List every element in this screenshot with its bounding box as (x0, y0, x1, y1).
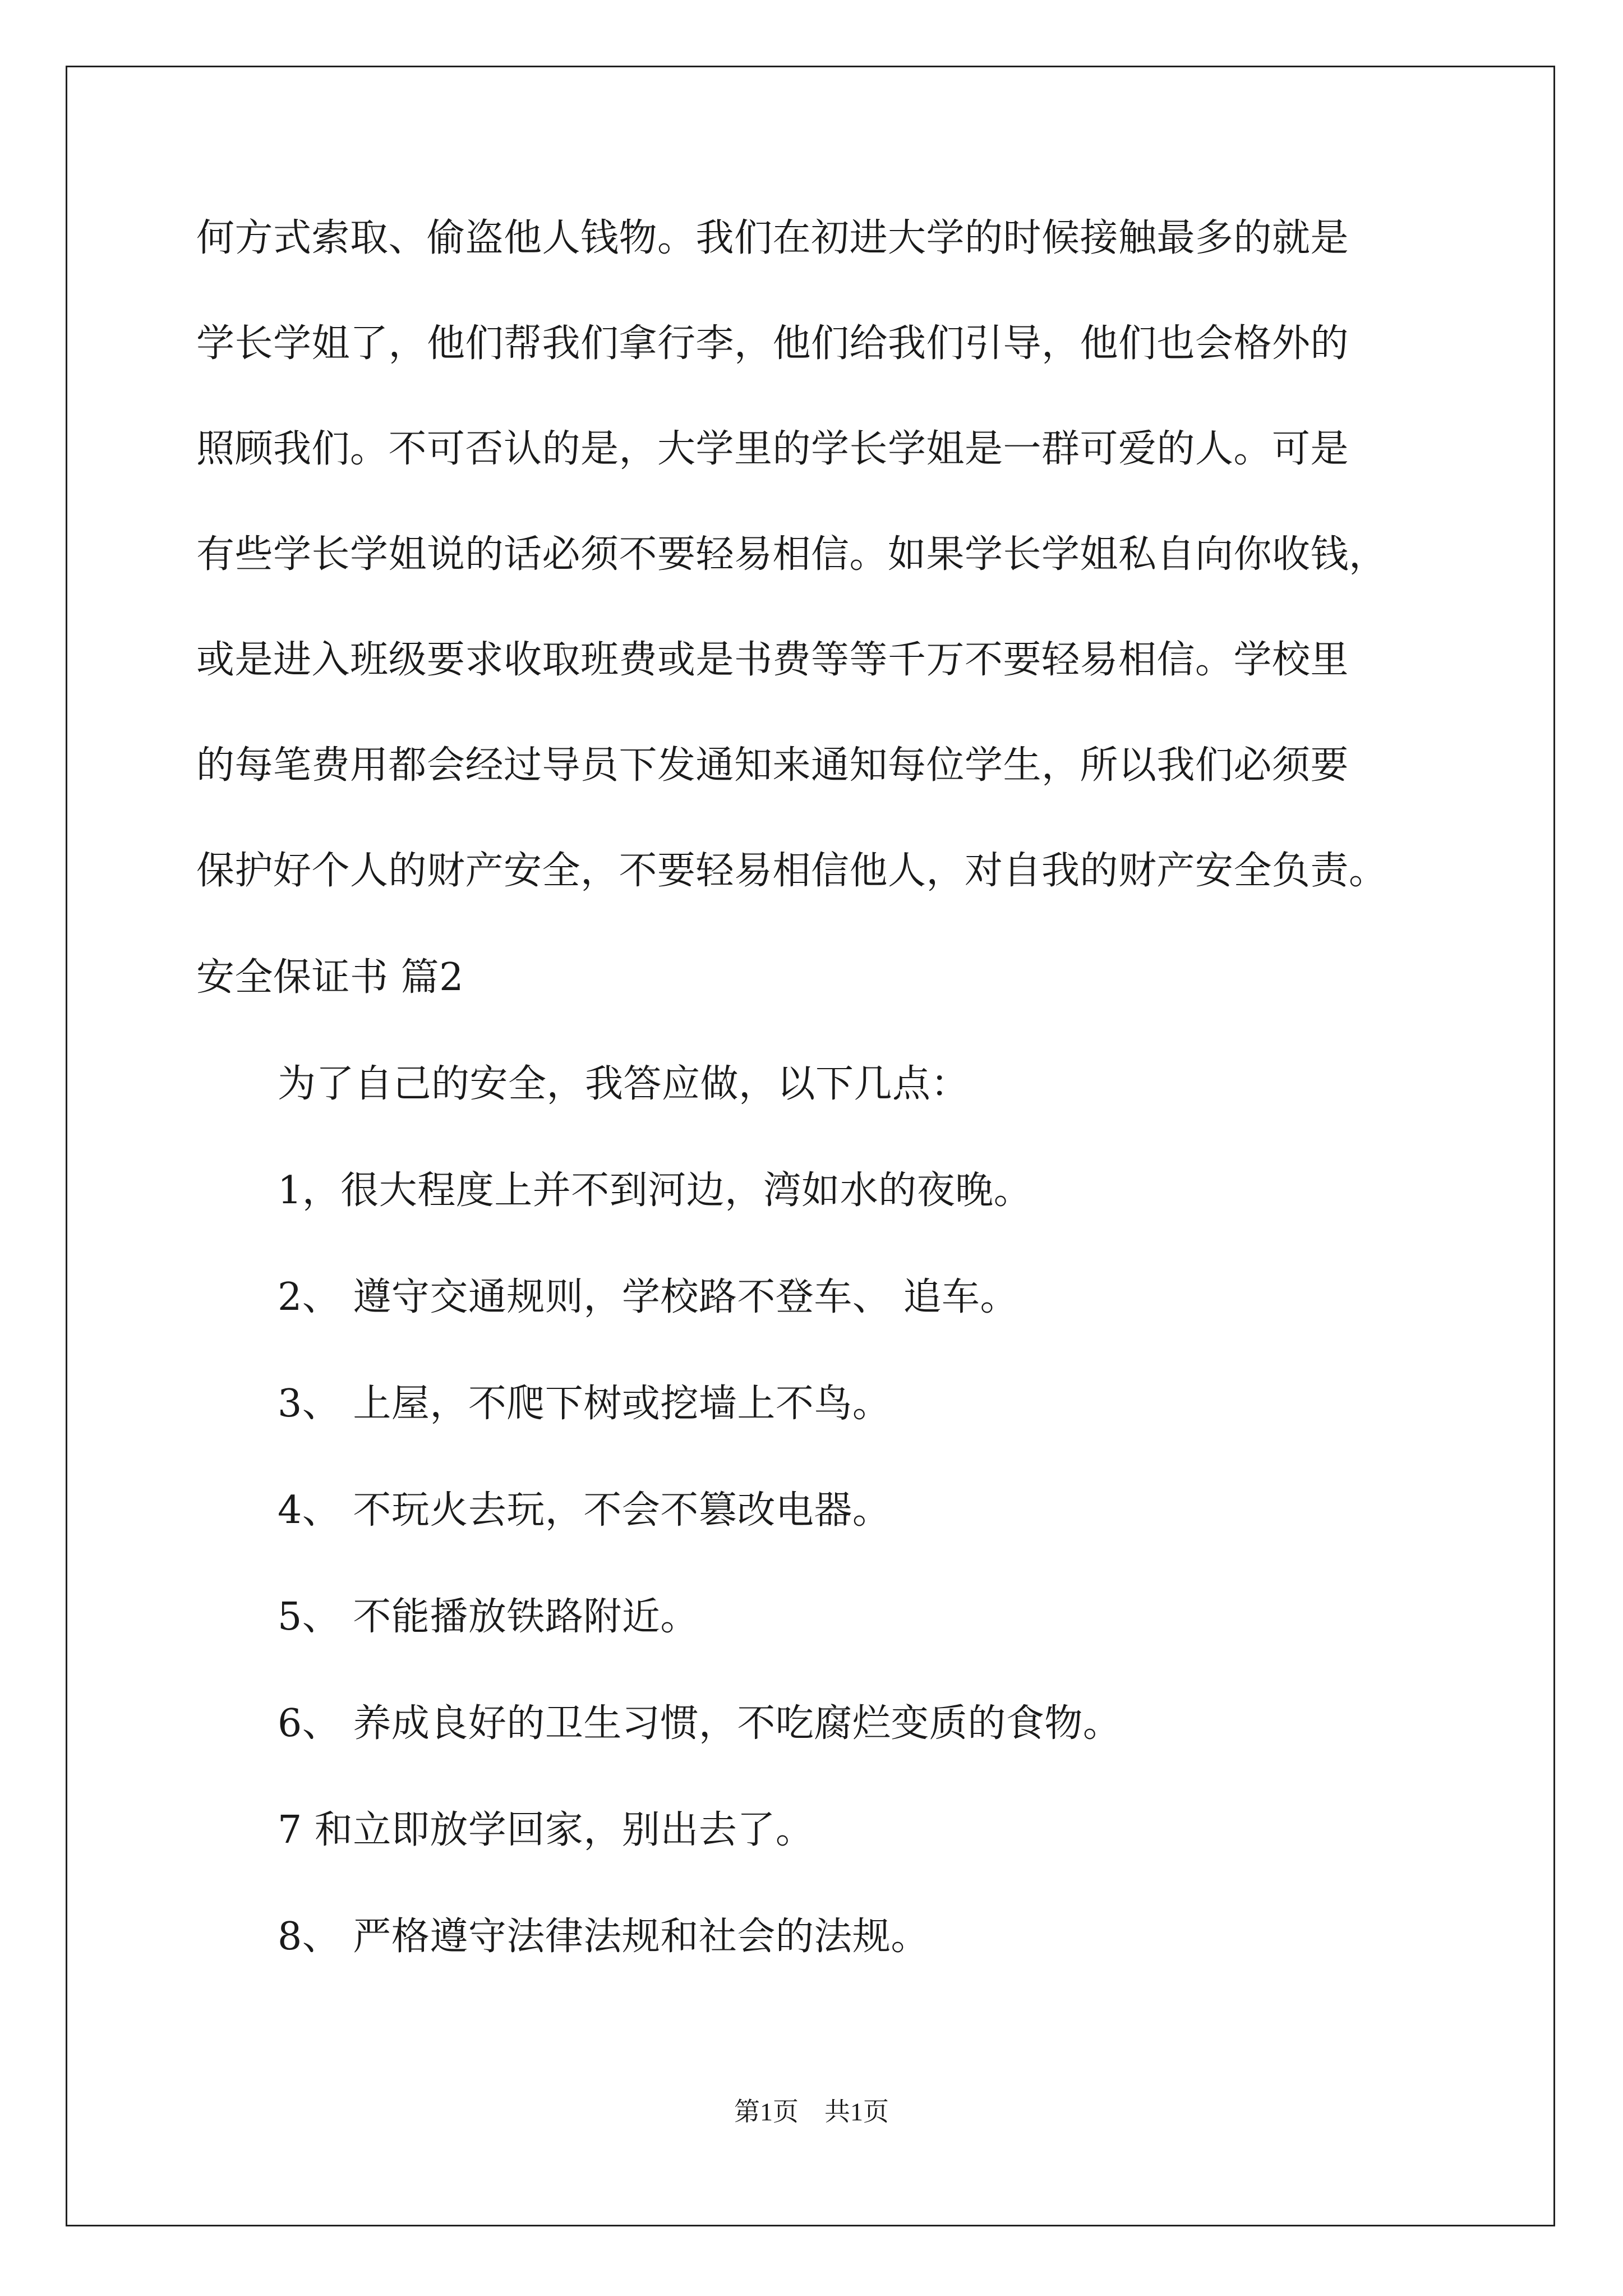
paragraph-line: 的每笔费用都会经过导员下发通知来通知每位学生，所以我们必须要 (196, 743, 1349, 788)
page-border (66, 66, 1555, 2226)
list-item: 6、 养成良好的卫生习惯，不吃腐烂变质的食物。 (278, 1701, 1122, 1746)
paragraph-line: 有些学长学姐说的话必须不要轻易相信。如果学长学姐私自向你收钱， (196, 532, 1387, 577)
paragraph-line: 学长学姐了，他们帮我们拿行李，他们给我们引导，他们也会格外的 (196, 321, 1349, 366)
section-heading: 安全保证书 篇2 (196, 955, 464, 1000)
list-item: 3、 上屋，不爬下树或挖墙上不鸟。 (278, 1382, 891, 1426)
list-item: 2、 遵守交通规则，学校路不登车、 追车。 (278, 1275, 1018, 1319)
list-item: 1，很大程度上并不到河边，湾如水的夜晚。 (278, 1168, 1032, 1213)
paragraph-line: 照顾我们。不可否认的是，大学里的学长学姐是一群可爱的人。可是 (196, 427, 1349, 471)
list-item: 8、 严格遵守法律法规和社会的法规。 (278, 1915, 929, 1959)
list-item: 4、 不玩火去玩，不会不篡改电器。 (278, 1488, 891, 1533)
list-item: 5、 不能播放铁路附近。 (278, 1595, 699, 1639)
paragraph-line: 或是进入班级要求收取班费或是书费等等千万不要轻易相信。学校里 (196, 638, 1349, 682)
list-item: 7 和立即放学回家，别出去了。 (278, 1808, 814, 1852)
paragraph-line: 何方式索取、偷盗他人钱物。我们在初进大学的时候接触最多的就是 (196, 216, 1349, 260)
page-footer: 第1页 共1页 (734, 2097, 889, 2126)
paragraph-line: 保护好个人的财产安全，不要轻易相信他人，对自我的财产安全负责。 (196, 849, 1387, 893)
intro-line: 为了自己的安全，我答应做，以下几点： (278, 1062, 970, 1106)
